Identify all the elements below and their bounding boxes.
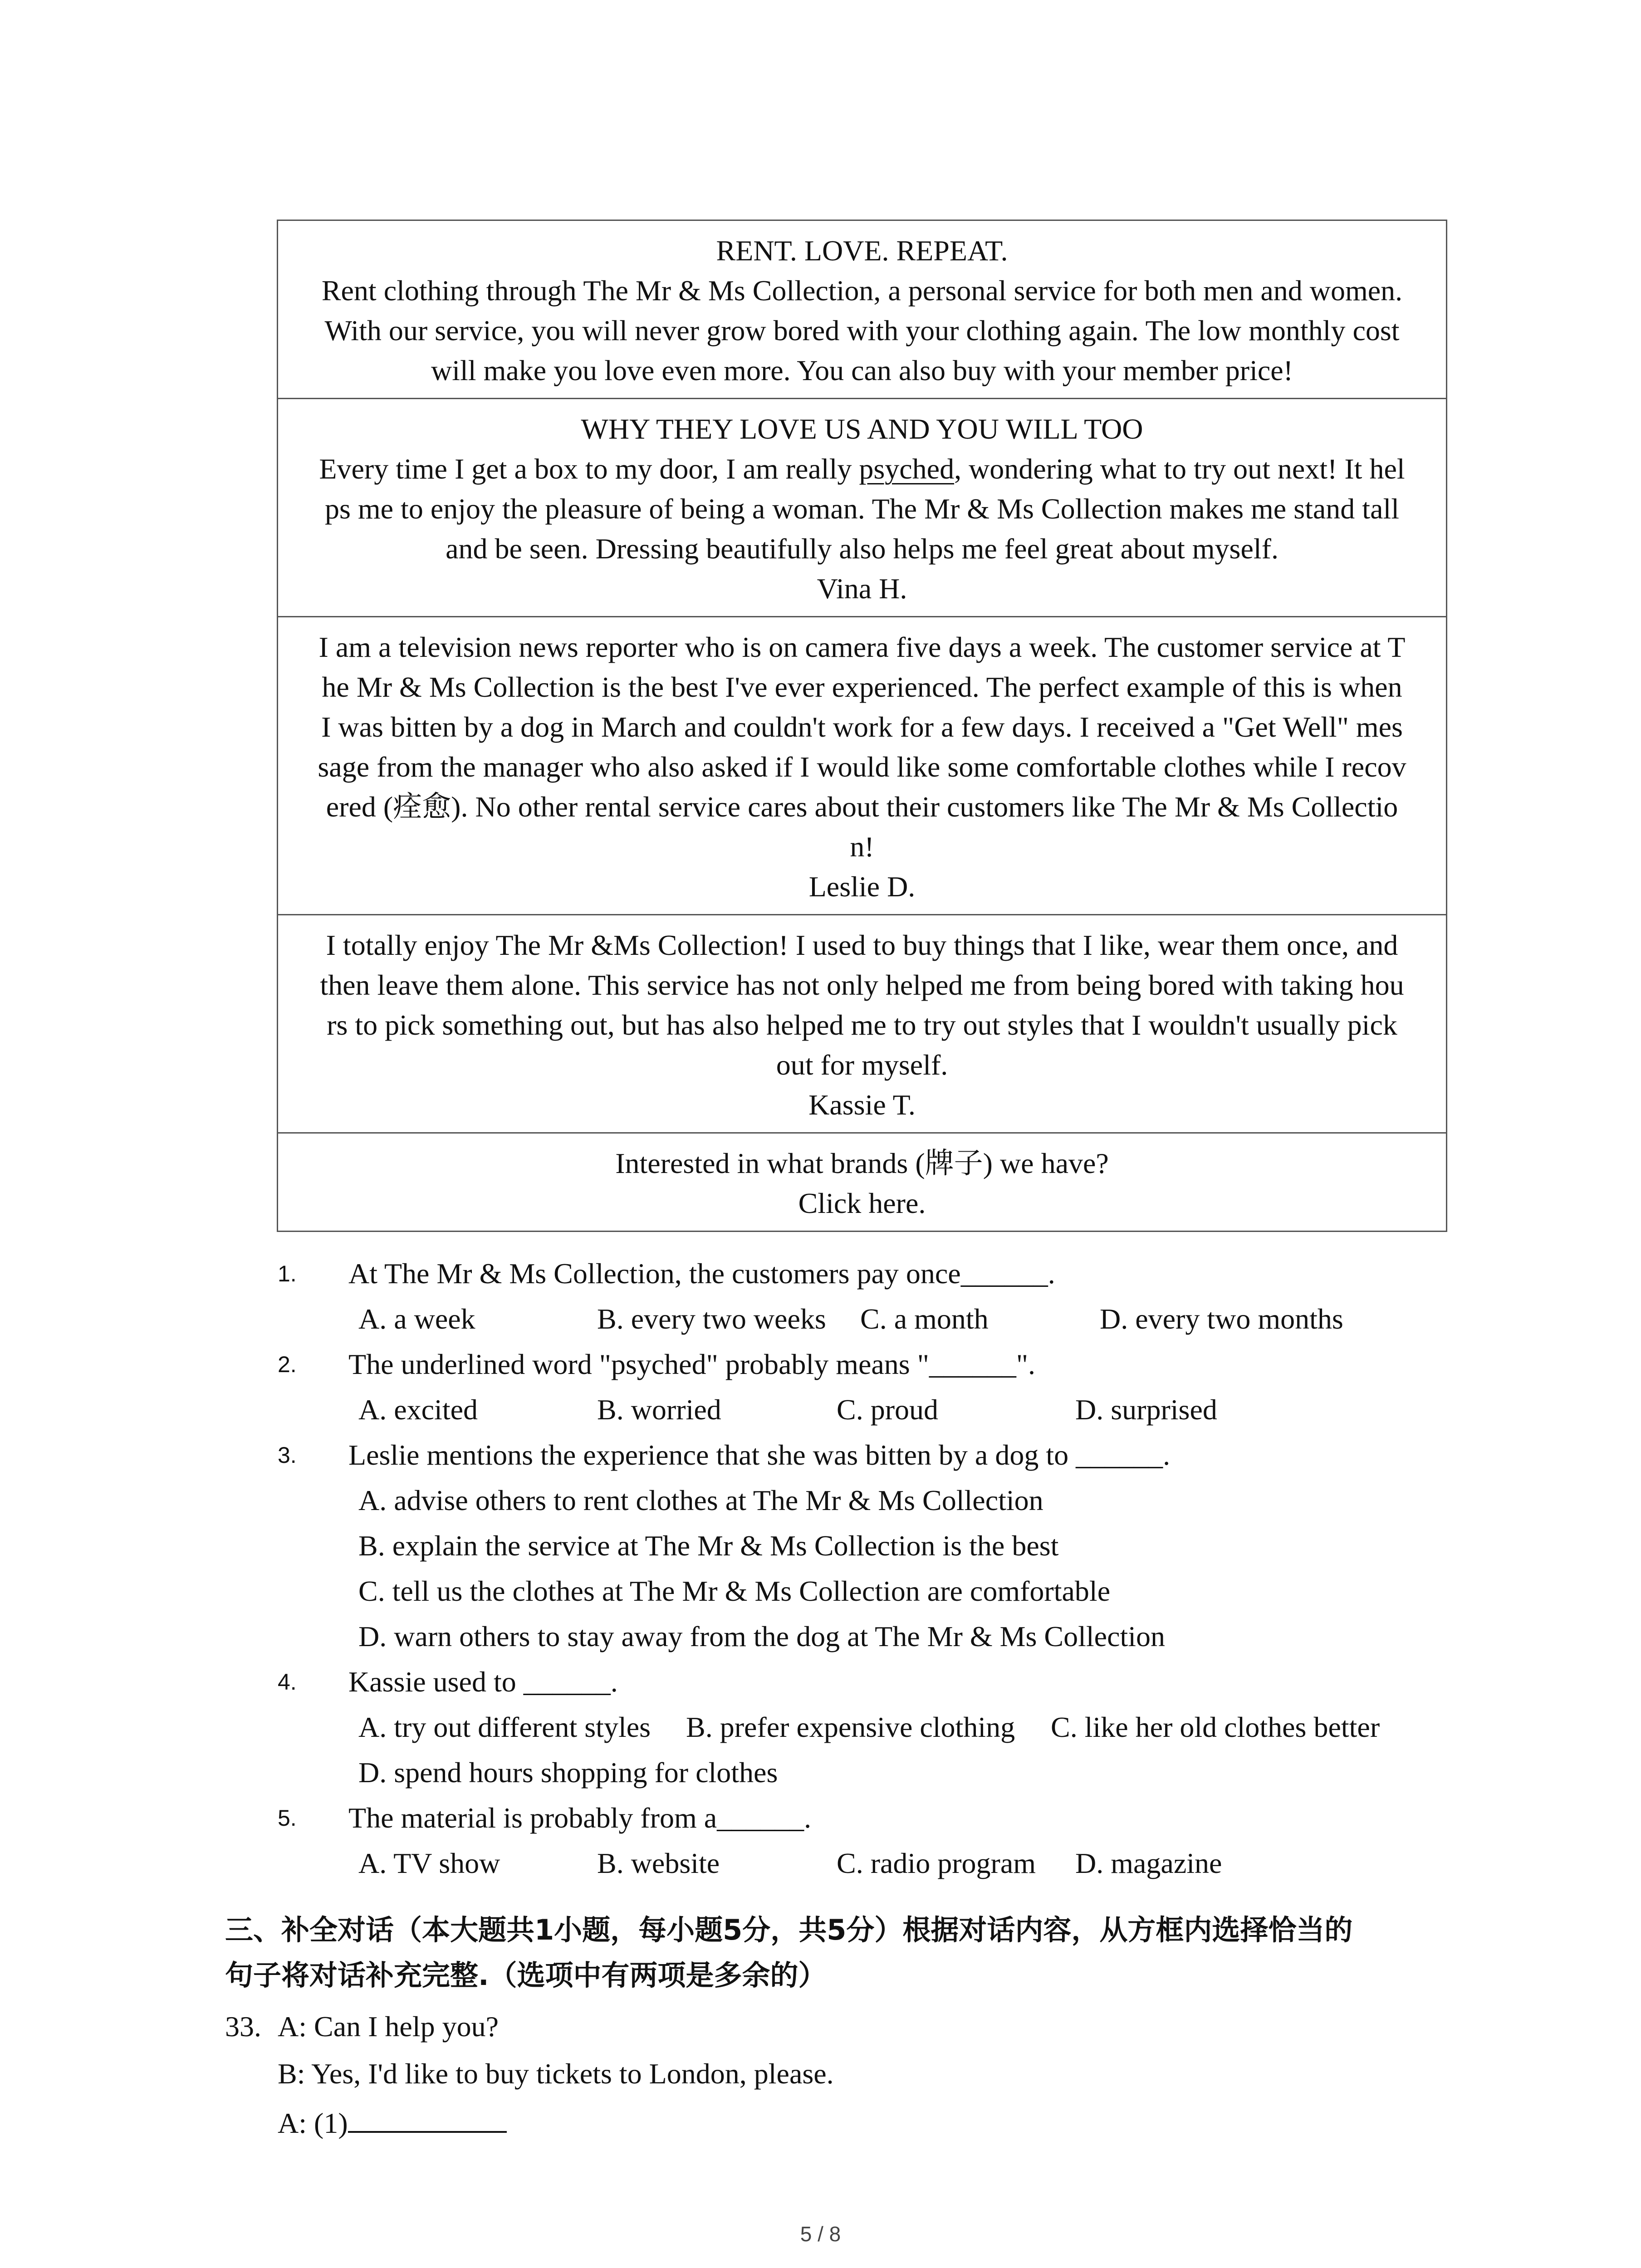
page-number: 5 / 8 [800, 2222, 841, 2246]
question [0, 1252, 1641, 1297]
dialog-line [0, 2005, 1641, 2052]
dialog-text [278, 2099, 507, 2145]
question [0, 1660, 1641, 1706]
review-line: ps me to enjoy the pleasure of being a woman. The Mr & Ms Collection makes me stand tall [324, 493, 1400, 525]
review-line: and be seen. Dressing beautifully also helps me feel great about myself. [446, 533, 1279, 565]
review-author: Leslie D. [808, 870, 916, 903]
answer-blank[interactable] [348, 2099, 507, 2133]
review-vina-cell [278, 398, 1446, 616]
review-line [289, 449, 1435, 489]
option[interactable]: B. every two weeks [597, 1303, 826, 1335]
option[interactable]: D. warn others to stay away from the dog at The Mr & Ms Collection [358, 1620, 1166, 1652]
review-line: out for myself. [776, 1049, 948, 1081]
option[interactable]: A. a week [358, 1303, 475, 1335]
option[interactable]: B. explain the service at The Mr & Ms Collection is the best [358, 1530, 1059, 1562]
review-author: Kassie T. [808, 1089, 916, 1121]
ad-intro-line: Rent clothing through The Mr & Ms Collection, a personal service for both men and women. [321, 274, 1403, 307]
question-number: 2. [278, 1352, 297, 1377]
question-stem: The underlined word "psyched" probably means "______". [348, 1348, 1035, 1380]
option[interactable]: A. try out different styles [358, 1711, 651, 1743]
option-row [0, 1297, 1641, 1343]
review-line: I was bitten by a dog in March and couldn't work for a few days. I received a "Get Well" mes [321, 711, 1403, 743]
question [0, 1433, 1641, 1479]
option-row [0, 1524, 1641, 1569]
option[interactable]: C. radio program [837, 1847, 1036, 1879]
section-three-instructions [225, 1907, 1450, 1998]
option[interactable]: C. a month [860, 1303, 989, 1335]
review-line: rs to pick something out, but has also helped me to try out styles that I wouldn't usually pick [327, 1009, 1397, 1041]
option-row [0, 1706, 1641, 1751]
option[interactable]: A. TV show [358, 1847, 500, 1879]
question-stem: At The Mr & Ms Collection, the customers pay once______. [348, 1257, 1055, 1290]
option[interactable]: D. spend hours shopping for clothes [358, 1756, 778, 1789]
option[interactable]: A. advise others to rent clothes at The Mr & Ms Collection [358, 1484, 1043, 1516]
dialog-prompt: A: (1) [278, 2107, 348, 2139]
review-line: sage from the manager who also asked if I would like some comfortable clothes while I recov [318, 751, 1406, 783]
option[interactable]: D. every two months [1100, 1303, 1343, 1335]
ad-intro-line: will make you love even more. You can also buy with your member price! [431, 354, 1293, 386]
question-number: 5. [278, 1805, 297, 1831]
option-row [0, 1615, 1641, 1660]
review-text: , wondering what to try out next! It hel [954, 453, 1405, 485]
section-line: 三、补全对话（本大题共1小题，每小题5分，共5分）根据对话内容，从方框内选择恰当的 [225, 1913, 1353, 1946]
option[interactable]: D. magazine [1075, 1847, 1222, 1879]
review-line: n! [850, 831, 874, 863]
dialog [0, 2005, 1641, 2146]
click-here-link[interactable]: Click here. [798, 1187, 926, 1219]
option[interactable]: A. excited [358, 1393, 478, 1426]
option[interactable]: B. website [597, 1847, 720, 1879]
dialog-line [0, 2099, 1641, 2146]
question-stem: Kassie used to ______. [348, 1666, 618, 1698]
review-line: I am a television news reporter who is on camera five days a week. The customer service at T [318, 631, 1406, 663]
review-text: Every time I get a box to my door, I am really [319, 453, 859, 485]
question [0, 1343, 1641, 1388]
option-row [0, 1842, 1641, 1887]
question-number: 33. [225, 2010, 261, 2043]
question-stem: Leslie mentions the experience that she was bitten by a dog to ______. [348, 1439, 1171, 1471]
review-leslie-cell [278, 616, 1446, 914]
ad-intro-cell [278, 221, 1446, 398]
review-line: ered (痊愈). No other rental service cares about their customers like The Mr & Ms Collectio [326, 791, 1398, 823]
dialog-text: A: Can I help you? [278, 2010, 499, 2043]
option[interactable]: C. tell us the clothes at The Mr & Ms Collection are comfortable [358, 1575, 1111, 1607]
question-stem: The material is probably from a______. [348, 1802, 812, 1834]
option[interactable]: C. like her old clothes better [1051, 1711, 1380, 1743]
review-author: Vina H. [817, 572, 907, 605]
review-line: he Mr & Ms Collection is the best I've ever experienced. The perfect example of this is when [322, 671, 1402, 703]
option-row [0, 1751, 1641, 1796]
question-number: 3. [278, 1442, 297, 1468]
question-number: 4. [278, 1669, 297, 1695]
brands-cell [278, 1132, 1446, 1231]
ad-intro-line: With our service, you will never grow bored with your clothing again. The low monthly cost [324, 314, 1400, 347]
underlined-word: psyched [859, 453, 955, 485]
option[interactable]: B. worried [597, 1393, 721, 1426]
ad-table [277, 220, 1447, 1232]
question-list [0, 1252, 1641, 1887]
option-row [0, 1388, 1641, 1433]
option[interactable]: B. prefer expensive clothing [686, 1711, 1015, 1743]
review-kassie-cell [278, 914, 1446, 1132]
question [0, 1796, 1641, 1842]
reviews-heading: WHY THEY LOVE US AND YOU WILL TOO [581, 413, 1143, 445]
review-line: I totally enjoy The Mr &Ms Collection! I used to buy things that I like, wear them once, and [326, 929, 1398, 961]
dialog-text: B: Yes, I'd like to buy tickets to London, please. [278, 2058, 834, 2090]
question-number: 1. [278, 1261, 297, 1286]
review-line: then leave them alone. This service has not only helped me from being bored with taking hou [320, 969, 1404, 1001]
option-row [0, 1569, 1641, 1615]
brands-question: Interested in what brands (牌子) we have? [615, 1147, 1109, 1179]
option[interactable]: D. surprised [1075, 1393, 1217, 1426]
ad-heading: RENT. LOVE. REPEAT. [716, 235, 1008, 267]
option-row [0, 1479, 1641, 1524]
section-line: 句子将对话补充完整.（选项中有两项是多余的） [225, 1959, 827, 1992]
dialog-line [0, 2052, 1641, 2099]
option[interactable]: C. proud [837, 1393, 938, 1426]
